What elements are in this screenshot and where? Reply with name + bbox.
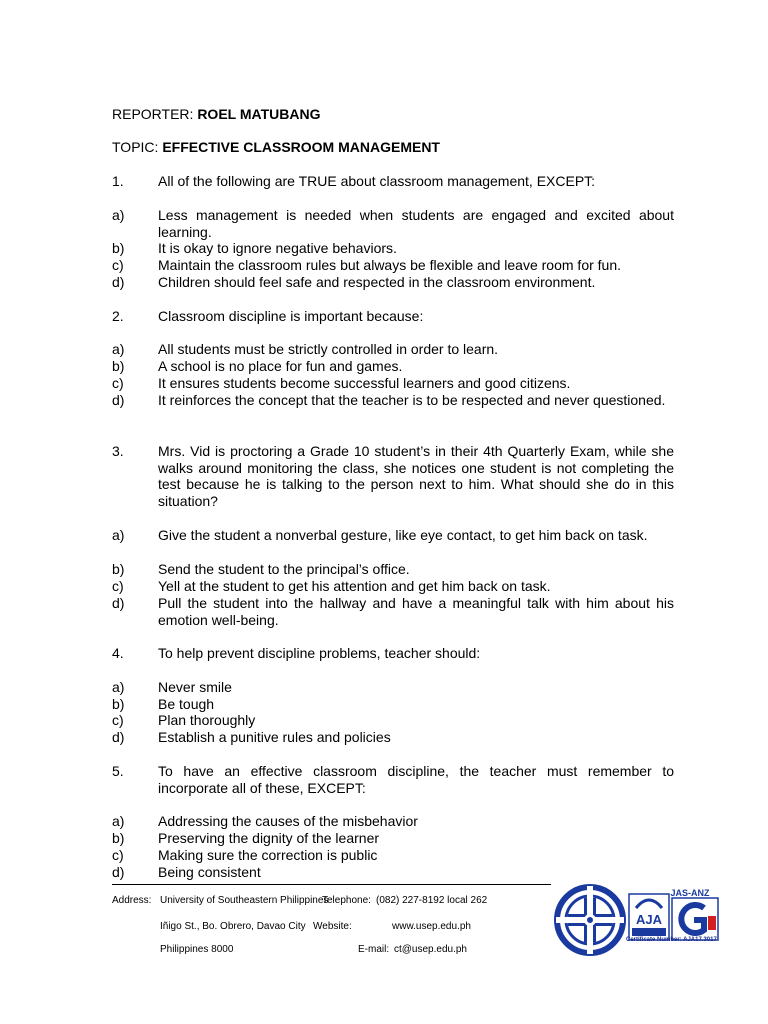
- option-marker: b): [112, 696, 125, 712]
- option-marker: a): [112, 207, 125, 223]
- option-marker: b): [112, 240, 125, 256]
- option-text: It reinforces the concept that the teacher is to be respected and never questioned.: [158, 392, 666, 408]
- option-marker: d): [112, 729, 125, 745]
- option-text: Children should feel safe and respected in the classroom environment.: [158, 274, 596, 290]
- option-marker: a): [112, 813, 125, 829]
- option-text: Give the student a nonverbal gesture, like eye contact, to get him back on task.: [158, 527, 648, 543]
- question-text: To have an effective classroom discipline, the teacher must remember to incorporate all of these, EXCEPT:: [158, 763, 674, 796]
- website-label: Website:: [313, 921, 352, 932]
- reporter-line: [112, 106, 320, 122]
- question-text: All of the following are TRUE about classroom management, EXCEPT:: [158, 173, 596, 189]
- address-line-2: Iñigo St., Bo. Obrero, Davao City: [160, 921, 306, 932]
- option-text: A school is no place for fun and games.: [158, 358, 403, 374]
- option-text: All students must be strictly controlled in order to learn.: [158, 341, 499, 357]
- reporter-name: ROEL MATUBANG: [197, 106, 321, 122]
- option-text: Yell at the student to get his attention and get him back on task.: [158, 578, 551, 594]
- option-marker: c): [112, 375, 124, 391]
- option-text: Plan thoroughly: [158, 712, 256, 728]
- option-text: Being consistent: [158, 864, 261, 880]
- footer-divider: [112, 884, 551, 885]
- certificate-number: Certificate Number: AJA17.3017: [626, 937, 717, 943]
- topic-name: EFFECTIVE CLASSROOM MANAGEMENT: [162, 139, 440, 155]
- cert-aja: AJA: [635, 912, 663, 927]
- question-number: 2.: [112, 308, 124, 324]
- option-marker: a): [112, 679, 125, 695]
- option-text: Establish a punitive rules and policies: [158, 729, 391, 745]
- reporter-label: REPORTER:: [112, 106, 198, 122]
- option-marker: a): [112, 527, 125, 543]
- option-marker: a): [112, 341, 125, 357]
- option-text: Pull the student into the hallway and have a meaningful talk with him about his emotion well-being.: [158, 595, 674, 628]
- option-marker: d): [112, 392, 125, 408]
- question-number: 1.: [112, 173, 124, 189]
- question-number: 4.: [112, 645, 124, 661]
- topic-line: [112, 139, 440, 155]
- option-marker: c): [112, 257, 124, 273]
- option-text: It ensures students become successful learners and good citizens.: [158, 375, 571, 391]
- option-text: It is okay to ignore negative behaviors.: [158, 240, 397, 256]
- option-text: Making sure the correction is public: [158, 847, 378, 863]
- question-text: Mrs. Vid is proctoring a Grade 10 student’s in their 4th Quarterly Exam, while she walks around monitoring the class, she notices one student is not completing the test because he is talking to the person next to him. What should she do in this situation?: [158, 443, 674, 509]
- question-number: 3.: [112, 443, 124, 459]
- address-line-1: University of Southeastern Philippines: [160, 895, 329, 906]
- address-label: Address:: [112, 895, 152, 906]
- option-text: Maintain the classroom rules but always be flexible and leave room for fun.: [158, 257, 622, 273]
- option-text: Addressing the causes of the misbehavior: [158, 813, 418, 829]
- option-text: Be tough: [158, 696, 215, 712]
- option-marker: b): [112, 830, 125, 846]
- option-marker: d): [112, 274, 125, 290]
- usep-logo-icon: [554, 884, 626, 956]
- option-marker: d): [112, 864, 125, 880]
- option-marker: c): [112, 578, 124, 594]
- email-link[interactable]: ct@usep.edu.ph: [394, 944, 467, 955]
- option-text: Send the student to the principal’s office.: [158, 561, 410, 577]
- cert-heading: JAS-ANZ: [670, 888, 710, 898]
- option-marker: d): [112, 595, 125, 611]
- address-line-3: Philippines 8000: [160, 944, 234, 955]
- email-label: E-mail:: [358, 944, 390, 955]
- option-marker: b): [112, 561, 125, 577]
- question-text: Classroom discipline is important because:: [158, 308, 424, 324]
- option-text: Preserving the dignity of the learner: [158, 830, 380, 846]
- question-number: 5.: [112, 763, 124, 779]
- option-text: Less management is needed when students are engaged and excited about learning.: [158, 207, 674, 240]
- option-marker: c): [112, 712, 124, 728]
- topic-label: TOPIC:: [112, 139, 163, 155]
- telephone-value: (082) 227-8192 local 262: [376, 895, 488, 906]
- option-marker: c): [112, 847, 124, 863]
- website-link[interactable]: www.usep.edu.ph: [392, 921, 471, 932]
- option-marker: b): [112, 358, 125, 374]
- question-text: To help prevent discipline problems, teacher should:: [158, 645, 481, 661]
- telephone-label: Telephone:: [322, 895, 371, 906]
- option-text: Never smile: [158, 679, 232, 695]
